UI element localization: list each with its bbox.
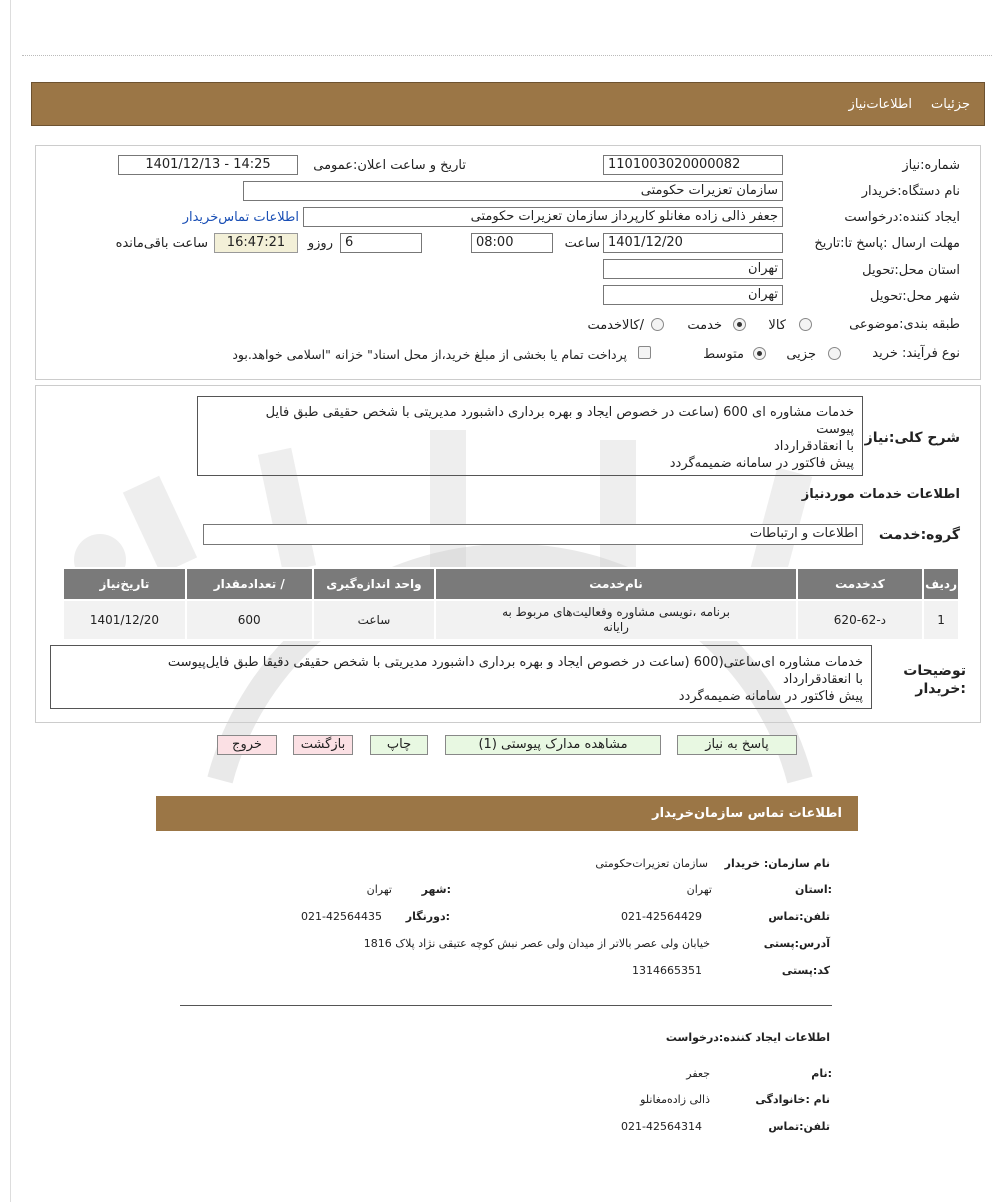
buyer-org-label: نام دستگاه:خریدار: [861, 184, 960, 199]
days-field: 6: [340, 233, 422, 253]
contact-section-title: اطلاعات تماس سازمان‌خریدار: [652, 806, 842, 821]
creator-family-value: ذالی زاده‌مغانلو: [640, 1093, 710, 1106]
category-radio-goods-service[interactable]: [651, 318, 664, 331]
process-option-minor: جزیی: [786, 347, 816, 362]
need-number-field: 1101003020000082: [603, 155, 783, 175]
creator-phone-value: 021-42564314: [621, 1120, 702, 1133]
treasury-payment-note: پرداخت تمام یا بخشی از مبلغ خرید،از محل اسناد" خزانه "اسلامی خواهد.بود: [232, 347, 627, 362]
creator-name-label: :نام: [811, 1067, 832, 1080]
cell-quantity: 600: [186, 600, 313, 640]
process-radio-minor[interactable]: [828, 347, 841, 360]
contact-postal-value: 1314665351: [632, 964, 702, 977]
creator-phone-label: تلفن:تماس: [768, 1120, 830, 1133]
contact-postal-label: کد:پستی: [781, 964, 830, 977]
col-header-unit: واحد اندازه‌گیری: [313, 568, 436, 600]
deadline-date-field: 1401/12/20: [603, 233, 783, 253]
contact-phone-label: تلفن:تماس: [768, 910, 830, 923]
service-name-text: برنامه ،نویسی مشاوره وفعالیت‌های مربوط به رایانه: [502, 605, 730, 634]
category-option-goods: کالا: [768, 318, 786, 333]
deadline-time-field: 08:00: [471, 233, 553, 253]
contact-fax-label: :دورنگار: [405, 910, 450, 923]
print-button[interactable]: چاپ: [370, 735, 428, 755]
cell-unit: ساعت: [313, 600, 436, 640]
category-option-service: خدمت: [687, 318, 722, 333]
category-label: طبقه بندی:موضوعی: [849, 317, 960, 332]
exit-button[interactable]: خروج: [217, 735, 277, 755]
contact-org-value: سازمان تعزیرات‌حکومتی: [595, 857, 708, 870]
col-header-service-name: نام‌خدمت: [435, 568, 796, 600]
contact-section-header: [156, 796, 858, 831]
days-label: روزو: [307, 236, 333, 251]
remaining-time-field: 16:47:21: [214, 233, 298, 253]
view-attachments-button[interactable]: مشاهده مدارک پیوستی (1): [445, 735, 661, 755]
creator-family-label: نام :خانوادگی: [755, 1093, 830, 1106]
contact-city-label: :شهر: [421, 883, 451, 896]
province-label: استان محل:تحویل: [862, 263, 960, 278]
creator-name-value: جعفر: [686, 1067, 710, 1080]
back-button[interactable]: بازگشت: [293, 735, 353, 755]
process-type-label: نوع فرآیند: خرید: [872, 346, 960, 361]
summary-line: خدمات مشاوره ای 600 (ساعت در خصوص ایجاد و بهره برداری داشبورد مدیریتی با شخص حقیقی طبق فایل: [265, 405, 854, 420]
need-summary-label: شرح کلی:نیاز: [864, 430, 960, 446]
buyer-notes-box: [50, 645, 872, 709]
breadcrumb-details[interactable]: جزئیات: [931, 97, 970, 112]
cell-service-code: د-62-620: [797, 600, 923, 640]
requester-field: جعفر ذالی زاده مغانلو کارپرداز سازمان تعزیرات حکومتی: [303, 207, 783, 227]
process-option-medium: متوسط: [703, 347, 744, 362]
contact-divider: [180, 1005, 832, 1006]
announce-date-field: 1401/12/13 - 14:25: [118, 155, 298, 175]
contact-city-value: تهران: [366, 883, 392, 896]
contact-address-label: آدرس:پستی: [763, 937, 830, 950]
need-summary-box: [197, 396, 863, 476]
contact-fax-value: 021-42564435: [301, 910, 382, 923]
col-header-quantity: / تعدادمقدار: [186, 568, 313, 600]
contact-province-value: تهران: [686, 883, 712, 896]
contact-province-label: :استان: [795, 883, 832, 896]
col-header-service-code: کدخدمت: [797, 568, 923, 600]
summary-line: پیوست: [816, 422, 854, 437]
buyer-contact-link[interactable]: اطلاعات تماس‌خریدار: [182, 210, 299, 225]
page-header-bar: [31, 82, 985, 126]
deadline-time-label: ساعت: [564, 236, 600, 251]
summary-line: با انعقادقرارداد: [773, 439, 854, 454]
category-option-goods-service: /کالاخدمت: [587, 318, 644, 333]
deadline-label: مهلت ارسال :پاسخ تا:تاریخ: [814, 236, 960, 251]
col-header-row-number: ردیف: [923, 568, 959, 600]
city-field: تهران: [603, 285, 783, 305]
service-group-field: اطلاعات و ارتباطات: [203, 524, 863, 545]
requester-label: ایجاد کننده:درخواست: [844, 210, 960, 225]
notes-line: با انعقادقرارداد: [782, 672, 863, 687]
service-group-label: گروه:خدمت: [878, 527, 960, 543]
notes-line: پیش فاکتور در سامانه ضمیمه‌گردد: [678, 689, 863, 704]
remaining-time-label: ساعت باقی‌مانده: [115, 236, 208, 251]
breadcrumb-need-info[interactable]: اطلاعات‌نیاز: [848, 97, 912, 112]
services-table: [62, 567, 960, 641]
services-heading: اطلاعات خدمات موردنیاز: [801, 487, 960, 502]
buyer-org-field: سازمان تعزیرات حکومتی: [243, 181, 783, 201]
buyer-notes-label: توضیحات :خریدار: [903, 663, 966, 697]
cell-row-number: 1: [923, 600, 959, 640]
category-radio-service[interactable]: [733, 318, 746, 331]
creator-heading: اطلاعات ایجاد کننده:درخواست: [665, 1031, 830, 1044]
col-header-need-date: تاریخ‌نیاز: [63, 568, 186, 600]
contact-phone-value: 021-42564429: [621, 910, 702, 923]
top-dotted-divider: [22, 55, 992, 56]
cell-need-date: 1401/12/20: [63, 600, 186, 640]
table-header-row: [63, 568, 959, 600]
contact-org-label: نام سازمان: خریدار: [724, 857, 830, 870]
process-radio-medium[interactable]: [753, 347, 766, 360]
contact-address-value: خیابان ولی عصر بالاتر از میدان ولی عصر نبش کوچه عتیقی نژاد پلاک 1816: [363, 937, 710, 950]
reply-to-need-button[interactable]: پاسخ به نیاز: [677, 735, 797, 755]
left-border-line: [10, 0, 11, 1202]
city-label: شهر محل:تحویل: [870, 289, 960, 304]
announce-label: تاریخ و ساعت اعلان:عمومی: [313, 158, 466, 173]
need-number-label: شماره:نیاز: [902, 158, 960, 173]
category-radio-goods[interactable]: [799, 318, 812, 331]
notes-line: خدمات مشاوره ای‌ساعتی(600 (ساعت در خصوص ایجاد و بهره برداری داشبورد مدیریتی با شخص حقیقی دقیقا طبق فایل‌پیوست: [167, 655, 863, 670]
cell-service-name: [435, 600, 796, 640]
province-field: تهران: [603, 259, 783, 279]
treasury-payment-checkbox[interactable]: [638, 346, 651, 359]
summary-line: پیش فاکتور در سامانه ضمیمه‌گردد: [669, 456, 854, 471]
table-row: [63, 600, 959, 640]
